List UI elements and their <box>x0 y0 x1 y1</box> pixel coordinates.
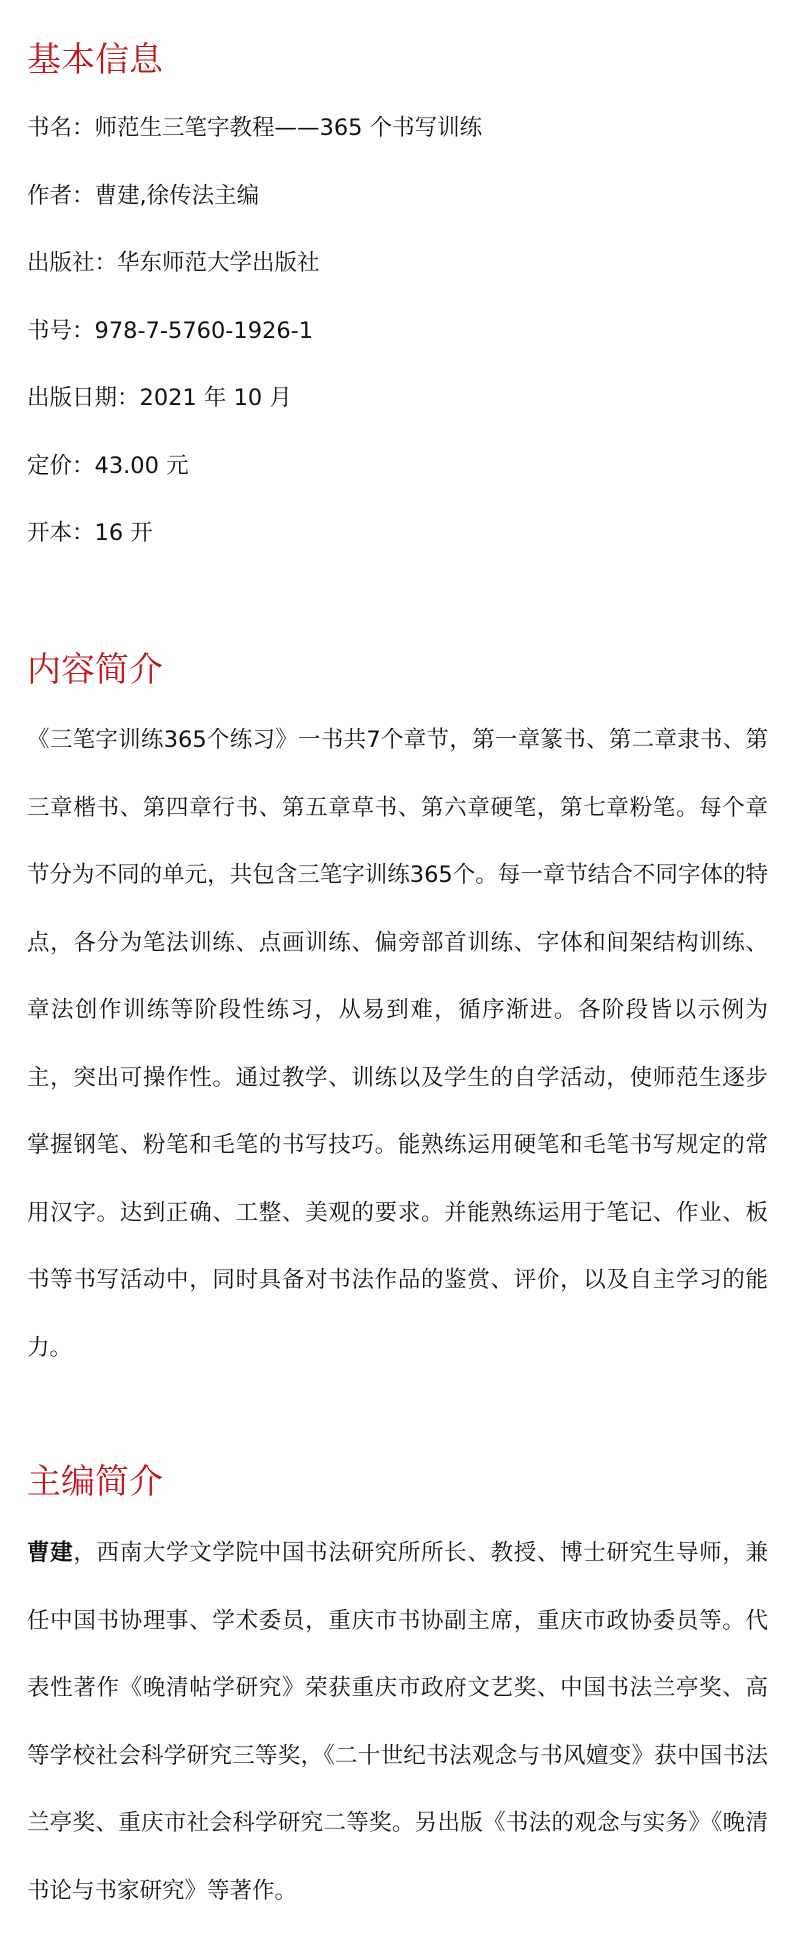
info-isbn: 书号：978-7-5760-1926-1 <box>27 317 314 344</box>
info-publish-date: 出版日期：2021 年 10 月 <box>27 385 292 411</box>
editor-intro-paragraph <box>27 1520 768 1925</box>
info-publisher: 出版社：华东师范大学出版社 <box>27 250 320 276</box>
editor-bio: ，西南大学文学院中国书法研究所所长、教授、博士研究生导师，兼任中国书协理事、学术委员，重庆市书协副主席，重庆市政协委员等。代表性著作《晚清帖学研究》荣获重庆市政府文艺奖、中国书法兰亭奖、高等学校社会科学研究三等奖，《二十世纪书法观念与书风嬗变》获中国书法兰亭奖、重庆市社会科学研究二等奖。另出版《书法的观念与实务》《晚清书论与书家研究》等著作。 <box>27 1540 768 1904</box>
basic-info-list <box>27 113 482 586</box>
section-title-basic-info: 基本信息 <box>27 40 163 80</box>
content-intro-paragraph: 《三笔字训练365个练习》一书共7个章节，第一章篆书、第二章隶书、第三章楷书、第四章行书、第五章草书、第六章硬笔，第七章粉笔。每个章节分为不同的单元，共包含三笔字训练365个。每一章节结合不同字体的特点，各分为笔法训练、点画训练、偏旁部首训练、字体和间架结构训练、章法创作训练等阶段性练习，从易到难，循序渐进。各阶段皆以示例为主，突出可操作性。通过教学、训练以及学生的自学活动，使师范生逐步掌握钢笔、粉笔和毛笔的书写技巧。能熟练运用硬笔和毛笔书写规定的常用汉字。达到正确、工整、美观的要求。并能熟练运用于笔记、作业、板书等书写活动中，同时具备对书法作品的鉴赏、评价，以及自主学习的能力。 <box>27 727 768 1361</box>
section-title-content-intro: 内容简介 <box>27 650 163 690</box>
editor-name: 曹建 <box>27 1540 74 1566</box>
section-title-editor-intro: 主编简介 <box>27 1462 163 1502</box>
info-book-title: 书名：师范生三笔字教程——365 个书写训练 <box>27 115 483 141</box>
info-price: 定价：43.00 元 <box>27 452 189 479</box>
info-format: 开本：16 开 <box>27 520 153 546</box>
info-author: 作者：曹建,徐传法主编 <box>27 182 260 209</box>
